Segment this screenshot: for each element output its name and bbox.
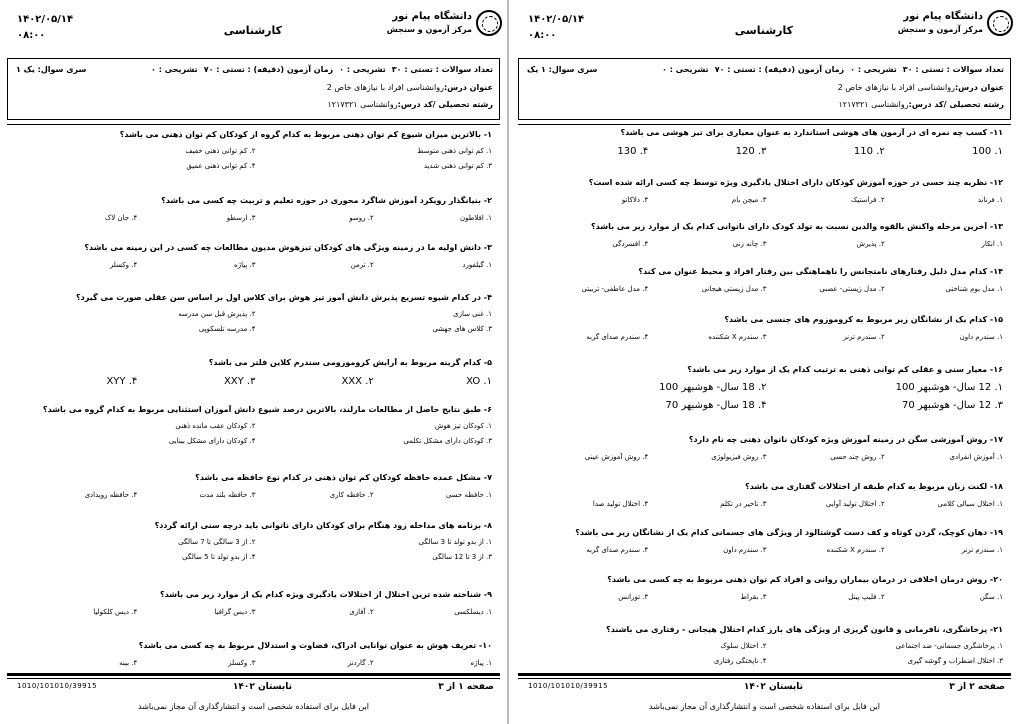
descriptive-count: تشریحی : ۰: [339, 65, 386, 74]
answer-option[interactable]: ۳. مدل زیستی هیجانی: [701, 285, 767, 293]
answer-option[interactable]: ۲. فلیپ پینل: [848, 593, 885, 601]
answer-option[interactable]: ۱. پیاژه: [470, 659, 492, 667]
answer-options: [19, 376, 492, 387]
answer-option[interactable]: ۳. حافظه بلند مدت: [199, 491, 256, 499]
answer-option[interactable]: ۲. کودکان عقب مانده ذهنی: [175, 422, 256, 430]
answer-option[interactable]: ۱. آموزش انفرادی: [949, 453, 1003, 461]
answer-option[interactable]: ۲. کم توانی ذهنی خفیف: [185, 147, 256, 155]
exam-time: ۰۸:۰۰: [528, 30, 557, 41]
answer-option[interactable]: ۱. سندرم داون: [959, 333, 1003, 341]
exam-info-box: [7, 58, 500, 120]
question-block: [530, 528, 1003, 554]
course-level: کارشناسی: [734, 24, 793, 37]
answer-option[interactable]: ۲. 18 سال- هوشبهر 100: [659, 382, 767, 393]
university-name: دانشگاه پیام نور: [903, 11, 983, 22]
question-text: ۲۰- روش درمان اخلاقی در درمان بیماران روانی و افراد کم توان ذهنی مربوط به چه کسی می باشد؟: [607, 575, 1003, 584]
answer-option[interactable]: ۴. حافظه رویدادی: [84, 491, 138, 499]
answer-option[interactable]: ۱. کودکان تیز هوش: [434, 422, 492, 430]
question-text: ۱۰- تعریف هوش به عنوان توانایی ادراک، قضاوت و استدلال مربوط به چه کسی می باشد؟: [138, 641, 492, 650]
exam-time-limit: زمان آزمون (دقیقه) : تستی : ۷۰: [203, 65, 334, 74]
header-rule: [7, 124, 500, 125]
answer-option[interactable]: ۴. 130: [617, 146, 649, 157]
question-text: ۲- بنیانگذار رویکرد آموزش شاگرد محوری در حوزه تعلیم و تربیت چه کسی می باشد؟: [161, 196, 492, 205]
answer-option[interactable]: ۱. 100: [972, 146, 1003, 157]
answer-option[interactable]: ۴. 18 سال- هوشبهر 70: [665, 400, 767, 411]
answer-options: [530, 593, 1003, 601]
testing-center-name: مرکز آزمون و سنجش: [897, 25, 983, 34]
answer-options: [530, 333, 1003, 341]
course-title-row: [838, 83, 1004, 92]
question-text: ۱۶- معیار سنی و عقلی کم توانی ذهنی به ترتیب کدام یک از موارد زیر می باشد؟: [687, 365, 1003, 374]
answer-option[interactable]: ۳. چانه زنی: [732, 240, 767, 248]
question-text: ۹- شناخته شده ترین اختلال از اختلالات یادگیری ویژه کدام یک از موارد زیر می باشد؟: [159, 590, 492, 599]
question-block: [19, 293, 492, 333]
field-row: [838, 100, 1004, 109]
answer-option[interactable]: ۴. سندرم صدای گربه: [586, 333, 649, 341]
answer-option[interactable]: ۱. 12 سال- هوشبهر 100: [895, 382, 1003, 393]
answer-option[interactable]: ۳. 120: [735, 146, 767, 157]
answer-option[interactable]: ۲. XXX: [341, 376, 374, 387]
answer-option[interactable]: ۴. کودکان دارای مشکل بینایی: [168, 437, 256, 445]
answer-options: [530, 240, 1003, 248]
answer-options: [19, 491, 492, 499]
question-block: [530, 625, 1003, 665]
answer-option[interactable]: ۴. تورانس: [618, 593, 649, 601]
answer-option[interactable]: ۲. اختلال سلوک: [720, 642, 767, 650]
question-text: ۷- مشکل عمده حافظه کودکان کم توان ذهنی در کدام نوع حافظه می باشد؟: [195, 473, 492, 482]
answer-option[interactable]: ۲. سندرم ترنر: [843, 333, 885, 341]
answer-option[interactable]: ۲. روسو: [349, 214, 374, 222]
question-series: سری سوال: ۱ یک: [527, 65, 598, 74]
question-text: ۳- دانش اولیه ما در زمینه ویژگی های کودکان تیزهوش مدیون مطالعات چه کسی در این زمینه می باشد؟: [84, 243, 492, 252]
question-text: ۶- طبق نتایج حاصل از مطالعات مارلند، بالاترین درصد شیوع دانش آموزان استثنایی مربوط به کدام گروه می باشد؟: [42, 405, 492, 414]
page-footer: [516, 672, 1013, 724]
question-block: [19, 641, 492, 667]
question-block: [19, 358, 492, 387]
copyright-note: این فایل برای استفاده شخصی است و انتشارگذاری آن مجاز نمی‌باشد: [138, 702, 369, 711]
exam-info-box: [518, 58, 1011, 120]
answer-options: [19, 659, 492, 667]
answer-option[interactable]: ۴. مدرسه تلسکوپی: [198, 325, 256, 333]
answer-option[interactable]: ۴. ناپختگی رفتاری: [713, 657, 767, 665]
answer-option[interactable]: ۲. پذیرش: [856, 240, 885, 248]
answer-option[interactable]: ۲. 110: [853, 146, 885, 157]
header-rule: [518, 124, 1011, 125]
question-text: ۸- برنامه های مداخله زود هنگام برای کودکان دارای ناتوانی باید درچه سنی ارائه گردد؟: [154, 521, 492, 530]
page-gap: [507, 0, 509, 724]
question-block: [530, 575, 1003, 601]
answer-options: [19, 538, 492, 561]
answer-option[interactable]: ۱. افلاطون: [459, 214, 492, 222]
answer-option[interactable]: ۳. وکسلر: [228, 659, 256, 667]
exam-time: ۰۸:۰۰: [17, 30, 46, 41]
answer-option[interactable]: ۲. روش چند حسی: [830, 453, 885, 461]
exam-semester: تابستان ۱۴۰۲: [743, 682, 803, 692]
question-block: [530, 482, 1003, 508]
question-block: [19, 196, 492, 222]
question-count: تعداد سوالات : تستی : ۳۰: [391, 65, 493, 74]
question-text: ۲۱- پرخاشگری، نافرمانی و قانون گریزی از ویژگی های بارز کدام اختلال هیجانی - رفتاری می باشند؟: [606, 625, 1003, 634]
answer-option[interactable]: ۳. تاخیر در تکلم: [720, 500, 767, 508]
answer-option[interactable]: ۲. گاردنر: [347, 659, 374, 667]
answer-option[interactable]: ۱. دیسلکسی: [454, 608, 492, 616]
question-text: ۱۹- دهان کوچک، گردن کوتاه و کف دست گوشتالود از ویژگی های جسمانی کدام یک از نشانگان زیر می باشد؟: [575, 528, 1003, 537]
answer-option[interactable]: ۳. سندرم داون: [723, 546, 767, 554]
exam-time-limit: زمان آزمون (دقیقه) : تستی : ۷۰: [714, 65, 845, 74]
answer-option[interactable]: ۱. سندرم ترنر: [961, 546, 1003, 554]
exam-date: ۱۴۰۲/۰۵/۱۴: [17, 14, 74, 25]
exam-page-1: [5, 0, 502, 724]
answer-option[interactable]: ۲. آفازی: [349, 608, 374, 616]
page-number: صفحه ۱ از ۳: [438, 682, 494, 692]
exam-semester: تابستان ۱۴۰۲: [232, 682, 292, 692]
answer-option[interactable]: ۱. اختلال سیالی کلامی: [937, 500, 1003, 508]
question-block: [19, 243, 492, 269]
field-label: رشته تحصیلی /کد درس:: [397, 100, 493, 109]
barcode-number: 1010/101010/39915: [528, 682, 609, 690]
question-text: ۵- کدام گزینه مربوط به آرایش کروموزومی سندرم کلاین فلتر می باشد؟: [208, 358, 492, 367]
answer-option[interactable]: ۳. 12 سال- هوشبهر 70: [901, 400, 1003, 411]
answer-option[interactable]: ۴. از بدو تولد تا 5 سالگی: [182, 553, 256, 561]
answer-options: [19, 214, 492, 222]
answer-option[interactable]: ۳. کلاس های جهشی: [432, 325, 492, 333]
question-block: [530, 222, 1003, 248]
answer-option[interactable]: ۴. سندرم صدای گربه: [586, 546, 649, 554]
answer-option[interactable]: ۲. ترمن: [350, 261, 374, 269]
answer-option[interactable]: ۴. XYY: [106, 376, 138, 387]
question-block: [19, 405, 492, 445]
answer-option[interactable]: ۳. ارسطو: [226, 214, 256, 222]
footer-rule-thin: [518, 678, 1011, 679]
answer-option[interactable]: ۴. اختلال تولید صدا: [592, 500, 649, 508]
answer-option[interactable]: ۳. میچن بام: [731, 196, 767, 204]
field-label: رشته تحصیلی /کد درس:: [908, 100, 1004, 109]
course-title: روانشناسی افراد با نیازهای خاص 2: [837, 83, 955, 92]
footer-rule-thin: [7, 678, 500, 679]
question-series: سری سوال: یک ۱: [16, 65, 87, 74]
question-text: ۱- بالاترین میزان شیوع کم توان ذهنی مربوط به کدام گروه از کودکان کم توان ذهنی می باشد؟: [119, 130, 492, 139]
answer-option[interactable]: ۴. جان لاک: [104, 214, 138, 222]
answer-options: [19, 147, 492, 170]
answer-option[interactable]: ۱. مدل بوم شناختی: [945, 285, 1003, 293]
answer-option[interactable]: ۳. بقراط: [740, 593, 767, 601]
answer-option[interactable]: ۳. دیس گرافیا: [214, 608, 256, 616]
university-logo-icon: [987, 10, 1013, 36]
answer-option[interactable]: ۱. از بدو تولد تا 3 سالگی: [418, 538, 492, 546]
answer-options: [530, 146, 1003, 157]
answer-option[interactable]: ۲. حافظه کاری: [329, 491, 374, 499]
course-title-label: عنوان درس:: [443, 83, 493, 92]
course-title-row: [327, 83, 493, 92]
answer-option[interactable]: ۲. فراستیک: [851, 196, 885, 204]
exam-date: ۱۴۰۲/۰۵/۱۴: [528, 14, 585, 25]
footer-rule: [518, 673, 1011, 676]
answer-option[interactable]: ۴. دلاکاتو: [621, 196, 649, 204]
course-title: روانشناسی افراد با نیازهای خاص 2: [326, 83, 444, 92]
copyright-note: این فایل برای استفاده شخصی است و انتشارگذاری آن مجاز نمی‌باشد: [649, 702, 880, 711]
question-text: ۱۸- لکنت زبان مربوط به کدام طبقه از اختلالات گفتاری می باشد؟: [745, 482, 1003, 491]
question-text: ۱۱- کسب چه نمره ای در آزمون های هوشی استاندارد به عنوان معیاری برای تیز هوشی می باشد؟: [620, 128, 1003, 137]
answer-option[interactable]: ۱. کم توانی ذهنی متوسط: [417, 147, 492, 155]
answer-option[interactable]: ۳. اختلال اضطراب و گوشه گیری: [907, 657, 1003, 665]
answer-options: [530, 196, 1003, 204]
answer-option[interactable]: ۲. پذیرش قبل سن مدرسه: [178, 310, 256, 318]
field-name: روانشناسی ۱۲۱۷۳۲۱: [327, 100, 398, 109]
answer-options: [19, 310, 492, 333]
question-text: ۱۴- کدام مدل دلیل رفتارهای نامتجانس را ناهماهنگی بین رفتار افراد و محیط عنوان می کند؟: [638, 267, 1003, 276]
answer-option[interactable]: ۱. پرخاشگری جسمانی- ضد اجتماعی: [895, 642, 1003, 650]
answer-options: [19, 608, 492, 616]
answer-options: [530, 642, 1003, 665]
exam-counts: [145, 65, 493, 74]
question-block: [19, 130, 492, 170]
answer-options: [530, 500, 1003, 508]
answer-option[interactable]: ۴. کم توانی ذهنی عمیق: [186, 162, 256, 170]
answer-option[interactable]: ۲. مدل زیستی- عصبی: [819, 285, 885, 293]
answer-options: [530, 546, 1003, 554]
answer-options: [530, 285, 1003, 293]
answer-option[interactable]: ۳. XXY: [223, 376, 256, 387]
answer-option[interactable]: ۱. گیلفورد: [462, 261, 492, 269]
answer-option[interactable]: ۱. فرناند: [977, 196, 1003, 204]
answer-options: [19, 261, 492, 269]
answer-options: [19, 422, 492, 445]
answer-option[interactable]: ۳. کم توانی ذهنی شدید: [423, 162, 492, 170]
footer-rule: [7, 673, 500, 676]
answer-option[interactable]: ۲. از 3 سالگی تا 7 سالگی: [178, 538, 256, 546]
answer-option[interactable]: ۱. انکار: [981, 240, 1003, 248]
question-text: ۴- در کدام شیوه تسریع پذیرش دانش آموز تیز هوش برای کلاس اول بر اساس سن عقلی صورت می گیرد؟: [76, 293, 492, 302]
question-block: [530, 128, 1003, 157]
barcode-number: 1010/101010/39915: [17, 682, 98, 690]
university-logo-icon: [476, 10, 502, 36]
descriptive-time: تشریحی : ۰: [151, 65, 198, 74]
course-title-label: عنوان درس:: [954, 83, 1004, 92]
answer-option[interactable]: ۱. سگن: [979, 593, 1003, 601]
answer-option[interactable]: ۴. دیس کلکولیا: [93, 608, 138, 616]
answer-option[interactable]: ۴. مدل عاطفی- تربیتی: [581, 285, 649, 293]
question-block: [530, 365, 1003, 411]
testing-center-name: مرکز آزمون و سنجش: [386, 25, 472, 34]
answer-options: [530, 453, 1003, 461]
answer-option[interactable]: ۳. پیاژه: [234, 261, 256, 269]
question-text: ۱۳- آخرین مرحله واکنش بالقوه والدین نسبت به تولد کودک دارای ناتوانی کدام یک از موارد زیر می باشد؟: [590, 222, 1003, 231]
page-header: [516, 8, 1013, 50]
question-block: [19, 521, 492, 561]
exam-counts: [656, 65, 1004, 74]
answer-option[interactable]: ۳. سندرم X شکننده: [708, 333, 767, 341]
field-name: روانشناسی ۱۲۱۷۳۲۱: [838, 100, 909, 109]
question-block: [530, 315, 1003, 341]
page-footer: [5, 672, 502, 724]
answer-option[interactable]: ۳. از 3 تا 12 سالگی: [432, 553, 492, 561]
answer-option[interactable]: ۴. افسردگی: [612, 240, 649, 248]
answer-option[interactable]: ۴. بینه: [119, 659, 138, 667]
question-block: [19, 473, 492, 499]
question-text: ۱۵- کدام یک از نشانگان زیر مربوط به کروموزوم های جنسی می باشد؟: [724, 315, 1003, 324]
answer-option[interactable]: ۱. XO: [466, 376, 492, 387]
answer-option[interactable]: ۲. اختلال تولید آوایی: [825, 500, 885, 508]
answer-option[interactable]: ۱. غنی سازی: [453, 310, 492, 318]
question-count: تعداد سوالات : تستی : ۳۰: [902, 65, 1004, 74]
question-text: ۱۷- روش آموزشی سگن در زمینه آموزش ویژه کودکان ناتوان ذهنی چه نام دارد؟: [688, 435, 1003, 444]
descriptive-time: تشریحی : ۰: [662, 65, 709, 74]
answer-option[interactable]: ۳. روش فیزیولوژی: [711, 453, 767, 461]
answer-option[interactable]: ۴. روش آموزش عینی: [584, 453, 649, 461]
exam-page-2: [516, 0, 1013, 724]
field-row: [327, 100, 493, 109]
page-header: [5, 8, 502, 50]
answer-options: [530, 382, 1003, 411]
answer-option[interactable]: ۲. سندرم X شکننده: [826, 546, 885, 554]
question-block: [530, 178, 1003, 204]
answer-option[interactable]: ۳. کودکان دارای مشکل تکلمی: [403, 437, 492, 445]
answer-option[interactable]: ۴. وکسلر: [109, 261, 138, 269]
question-text: ۱۲- نظریه چند حسی در حوزه آموزش کودکان دارای اختلال یادگیری ویژه توسط چه کسی ارائه شده است؟: [588, 178, 1003, 187]
descriptive-count: تشریحی : ۰: [850, 65, 897, 74]
question-block: [530, 435, 1003, 461]
question-block: [530, 267, 1003, 293]
page-number: صفحه ۲ از ۳: [949, 682, 1005, 692]
course-level: کارشناسی: [223, 24, 282, 37]
answer-option[interactable]: ۱. حافظه حسی: [445, 491, 492, 499]
university-name: دانشگاه پیام نور: [392, 11, 472, 22]
question-block: [19, 590, 492, 616]
